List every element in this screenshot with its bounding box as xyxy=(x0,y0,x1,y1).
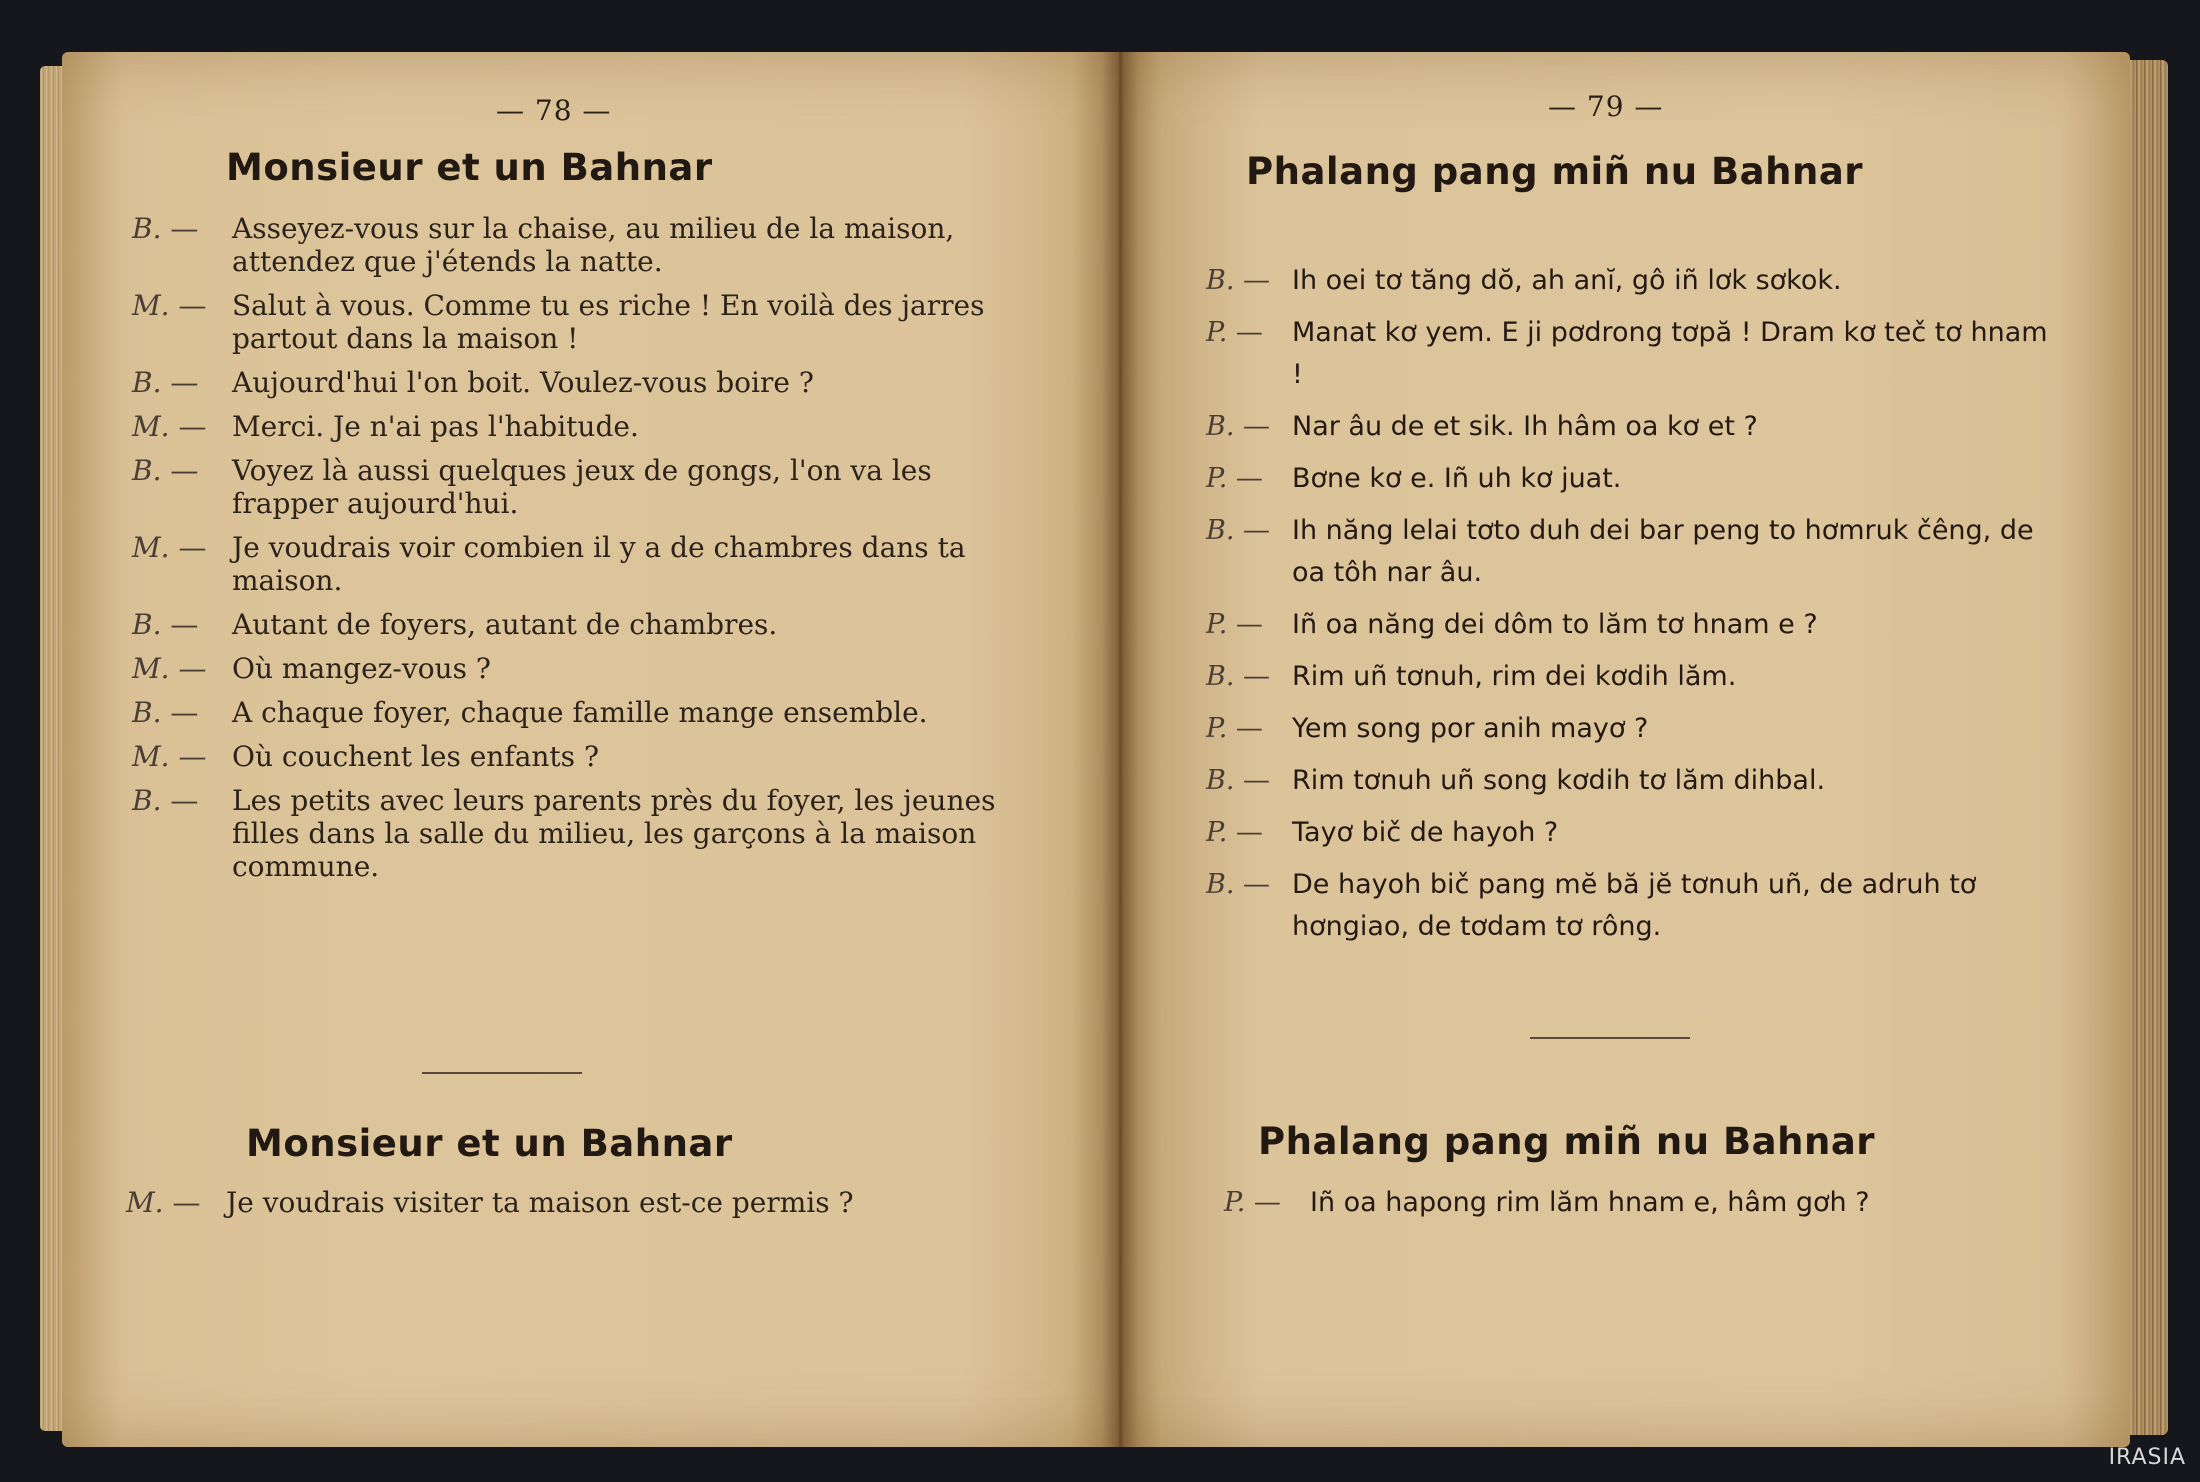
dialogue-text: Je voudrais voir combien il y a de chambres dans ta maison. xyxy=(232,531,966,597)
speaker-initial: B. xyxy=(132,454,162,487)
speaker-dash: — xyxy=(1234,661,1271,692)
speaker-initial: P. xyxy=(1206,609,1228,640)
speaker-dash: — xyxy=(1234,515,1271,546)
speaker-initial: B. xyxy=(1206,765,1235,796)
speaker-label xyxy=(1206,510,1270,552)
dialogue-line xyxy=(1206,708,2056,750)
speaker-initial: M. xyxy=(132,531,170,564)
speaker-label xyxy=(1206,656,1270,698)
dialogue-text: De hayoh bič pang mĕ bă jĕ tơnuh uñ, de adruh tơ hơngiao, de tơdam tơ rông. xyxy=(1292,869,1977,942)
watermark: IRASIA xyxy=(2108,1445,2186,1470)
dialogue-text: Rim tơnuh uñ song kơdih tơ lăm dihbal. xyxy=(1292,765,1826,796)
speaker-label xyxy=(1206,458,1263,500)
dialogue-line xyxy=(1206,260,2056,302)
book-gutter xyxy=(1102,52,1138,1447)
section-heading: Monsieur et un Bahnar xyxy=(226,146,713,189)
speaker-label xyxy=(132,366,198,399)
dialogue-text: Où mangez-vous ? xyxy=(232,652,491,685)
section-divider xyxy=(1530,1037,1690,1039)
dialogue-line xyxy=(132,652,1012,685)
dialogue-line xyxy=(132,289,1012,355)
page-number: — 78 — xyxy=(496,94,612,127)
speaker-initial: P. xyxy=(1206,713,1228,744)
speaker-label xyxy=(1206,312,1263,354)
speaker-initial: B. xyxy=(1206,515,1235,546)
speaker-initial: B. xyxy=(1206,661,1235,692)
speaker-label xyxy=(132,289,206,322)
section-divider xyxy=(422,1072,582,1074)
speaker-dash: — xyxy=(1227,713,1263,744)
speaker-dash: — xyxy=(161,212,199,245)
dialogue-line xyxy=(1206,458,2056,500)
speaker-label xyxy=(132,608,198,641)
dialogue-list xyxy=(1206,260,2056,958)
speaker-dash: — xyxy=(1245,1187,1281,1218)
dialogue-line xyxy=(132,696,1012,729)
dialogue-text: Asseyez-vous sur la chaise, au milieu de la maison, attendez que j'étends la natte. xyxy=(232,212,955,278)
speaker-label xyxy=(1224,1182,1281,1224)
speaker-label xyxy=(132,784,198,817)
speaker-label xyxy=(132,531,206,564)
speaker-initial: M. xyxy=(132,652,170,685)
speaker-dash: — xyxy=(1227,817,1263,848)
dialogue-line xyxy=(132,784,1012,883)
dialogue-line xyxy=(1206,864,2056,948)
speaker-label xyxy=(126,1186,200,1219)
dialogue-line xyxy=(132,608,1012,641)
dialogue-text: Où couchent les enfants ? xyxy=(232,740,599,773)
dialogue-line xyxy=(1224,1182,2074,1224)
speaker-initial: P. xyxy=(1224,1187,1246,1218)
speaker-dash: — xyxy=(1227,609,1263,640)
speaker-initial: B. xyxy=(1206,411,1235,442)
dialogue-line xyxy=(126,1186,1006,1219)
speaker-dash: — xyxy=(161,696,199,729)
speaker-dash: — xyxy=(1234,265,1271,296)
speaker-label xyxy=(1206,604,1263,646)
speaker-label xyxy=(132,410,206,443)
speaker-label xyxy=(132,212,198,245)
speaker-label xyxy=(1206,260,1270,302)
dialogue-text: Iñ oa năng dei dôm to lăm tơ hnam e ? xyxy=(1292,609,1818,640)
section-heading: Monsieur et un Bahnar xyxy=(246,1122,733,1165)
dialogue-line xyxy=(1206,760,2056,802)
speaker-dash: — xyxy=(1227,463,1263,494)
speaker-label xyxy=(132,454,198,487)
speaker-label xyxy=(1206,864,1270,906)
dialogue-text: Je voudrais visiter ta maison est-ce permis ? xyxy=(226,1186,854,1219)
dialogue-line xyxy=(132,212,1012,278)
speaker-dash: — xyxy=(169,652,207,685)
dialogue-line xyxy=(1206,656,2056,698)
speaker-initial: B. xyxy=(1206,869,1235,900)
dialogue-text: Ih năng lelai tơto duh dei bar peng to hơmruk čêng, de oa tôh nar âu. xyxy=(1292,515,2034,588)
dialogue-line xyxy=(1206,510,2056,594)
dialogue-text: Ih oei tơ tăng dŏ, ah anĭ, gô iñ lơk sơkok. xyxy=(1292,265,1842,296)
page-edges-right xyxy=(2128,60,2168,1435)
speaker-label xyxy=(132,740,206,773)
dialogue-text: Rim uñ tơnuh, rim dei kơdih lăm. xyxy=(1292,661,1737,692)
dialogue-list xyxy=(126,1186,1006,1230)
dialogue-text: Merci. Je n'ai pas l'habitude. xyxy=(232,410,639,443)
speaker-dash: — xyxy=(1234,411,1271,442)
open-book xyxy=(40,52,2190,1447)
speaker-dash: — xyxy=(169,740,207,773)
dialogue-line xyxy=(132,531,1012,597)
speaker-initial: M. xyxy=(132,289,170,322)
speaker-label xyxy=(1206,406,1270,448)
dialogue-list xyxy=(1224,1182,2074,1234)
speaker-initial: M. xyxy=(132,410,170,443)
dialogue-line xyxy=(132,454,1012,520)
dialogue-text: Yem song por anih mayơ ? xyxy=(1292,713,1649,744)
dialogue-line xyxy=(132,366,1012,399)
dialogue-line xyxy=(1206,812,2056,854)
speaker-initial: M. xyxy=(126,1186,164,1219)
dialogue-text: Manat kơ yem. E ji pơdrong tơpă ! Dram kơ teč tơ hnam ! xyxy=(1292,317,2048,390)
speaker-dash: — xyxy=(1234,765,1271,796)
dialogue-text: Aujourd'hui l'on boit. Voulez-vous boire ? xyxy=(232,366,814,399)
dialogue-list xyxy=(132,212,1012,894)
speaker-dash: — xyxy=(169,531,207,564)
dialogue-line xyxy=(1206,604,2056,646)
dialogue-text: A chaque foyer, chaque famille mange ensemble. xyxy=(232,696,928,729)
speaker-initial: P. xyxy=(1206,817,1228,848)
speaker-dash: — xyxy=(161,366,199,399)
speaker-initial: B. xyxy=(132,608,162,641)
dialogue-text: Voyez là aussi quelques jeux de gongs, l'on va les frapper aujourd'hui. xyxy=(232,454,932,520)
dialogue-line xyxy=(132,740,1012,773)
right-page xyxy=(1120,52,2130,1447)
section-heading: Phalang pang miñ nu Bahnar xyxy=(1258,1120,1876,1163)
dialogue-line xyxy=(132,410,1012,443)
speaker-dash: — xyxy=(169,289,207,322)
speaker-dash: — xyxy=(163,1186,201,1219)
speaker-label xyxy=(1206,708,1263,750)
section-heading: Phalang pang miñ nu Bahnar xyxy=(1246,150,1864,193)
speaker-initial: P. xyxy=(1206,463,1228,494)
speaker-dash: — xyxy=(161,454,199,487)
speaker-initial: P. xyxy=(1206,317,1228,348)
speaker-label xyxy=(132,652,206,685)
speaker-initial: B. xyxy=(132,784,162,817)
dialogue-text: Bơne kơ e. Iñ uh kơ juat. xyxy=(1292,463,1622,494)
dialogue-text: Les petits avec leurs parents près du foyer, les jeunes filles dans la salle du milieu, les garçons à la maison commune. xyxy=(232,784,996,883)
dialogue-text: Autant de foyers, autant de chambres. xyxy=(232,608,778,641)
speaker-dash: — xyxy=(1227,317,1263,348)
dialogue-line xyxy=(1206,406,2056,448)
speaker-label xyxy=(132,696,198,729)
dialogue-text: Nar âu de et sik. Ih hâm oa kơ et ? xyxy=(1292,411,1758,442)
dialogue-text: Salut à vous. Comme tu es riche ! En voilà des jarres partout dans la maison ! xyxy=(232,289,985,355)
page-number: — 79 — xyxy=(1548,90,1664,123)
speaker-dash: — xyxy=(161,784,199,817)
speaker-initial: B. xyxy=(132,696,162,729)
left-page xyxy=(62,52,1120,1447)
speaker-dash: — xyxy=(1234,869,1271,900)
dialogue-line xyxy=(1206,312,2056,396)
dialogue-text: Iñ oa hapong rim lăm hnam e, hâm gơh ? xyxy=(1310,1187,1870,1218)
dialogue-text: Tayơ bič de hayoh ? xyxy=(1292,817,1559,848)
speaker-label xyxy=(1206,812,1263,854)
speaker-initial: B. xyxy=(132,212,162,245)
speaker-label xyxy=(1206,760,1270,802)
speaker-initial: B. xyxy=(132,366,162,399)
speaker-dash: — xyxy=(161,608,199,641)
speaker-initial: M. xyxy=(132,740,170,773)
speaker-initial: B. xyxy=(1206,265,1235,296)
speaker-dash: — xyxy=(169,410,207,443)
